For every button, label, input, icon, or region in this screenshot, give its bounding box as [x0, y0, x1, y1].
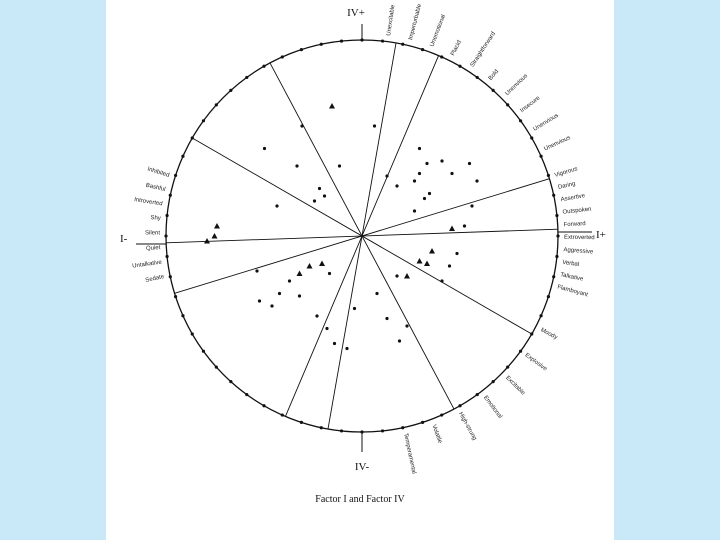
circle-marker: [519, 119, 522, 122]
circle-marker: [262, 65, 265, 68]
trait-labels-left: [132, 166, 170, 283]
circle-marker: [191, 136, 194, 139]
data-point-dot: [440, 279, 443, 282]
circle-marker: [229, 380, 232, 383]
data-point-dot: [325, 327, 328, 330]
circle-marker: [202, 119, 205, 122]
circle-marker: [552, 194, 555, 197]
circle-marker: [181, 314, 184, 317]
circle-marker: [440, 55, 443, 58]
data-point-dot: [440, 159, 443, 162]
circle-marker: [476, 76, 479, 79]
trait-label: High-strung: [457, 411, 478, 442]
circle-marker: [381, 429, 384, 432]
circle-marker: [300, 421, 303, 424]
trait-label: Unenvious: [532, 112, 560, 133]
circle-marker: [215, 103, 218, 106]
data-point-dot: [468, 162, 471, 165]
data-point-triangle: [329, 103, 335, 109]
data-point-dot: [255, 269, 258, 272]
data-point-dot: [428, 192, 431, 195]
data-point-triangle: [417, 258, 423, 264]
trait-label: Assertive: [560, 193, 586, 204]
trait-label: Inhibited: [146, 166, 170, 179]
circle-marker: [169, 275, 172, 278]
trait-label: Bashful: [145, 182, 166, 194]
data-point-dot: [385, 317, 388, 320]
data-point-triangle: [424, 261, 430, 267]
data-point-dot: [375, 292, 378, 295]
figure-page: [106, 0, 614, 540]
data-point-dot: [373, 124, 376, 127]
trait-label: Verbal: [561, 259, 580, 269]
circle-marker: [202, 350, 205, 353]
data-point-dot: [338, 164, 341, 167]
axis-label-left: I-: [120, 233, 128, 245]
data-point-dot: [345, 347, 348, 350]
circle-marker: [556, 234, 559, 237]
trait-label: Straightforward: [469, 31, 498, 69]
trait-label: Outspoken: [562, 206, 592, 216]
circle-marker: [165, 214, 168, 217]
data-point-triangle: [214, 223, 220, 229]
data-point-dot: [295, 164, 298, 167]
spoke-line: [270, 63, 454, 409]
trait-label: Sedate: [144, 274, 165, 284]
trait-label: Volatile: [430, 424, 443, 445]
trait-label: Flamboyant: [556, 284, 589, 299]
circle-marker: [539, 155, 542, 158]
circle-marker: [555, 255, 558, 258]
data-point-dot: [275, 204, 278, 207]
data-point-dot: [425, 162, 428, 165]
data-point-triangle: [449, 226, 455, 232]
data-point-dot: [455, 252, 458, 255]
trait-label: Excitable: [504, 375, 526, 397]
trait-label: Emotional: [481, 394, 503, 420]
circle-marker: [440, 413, 443, 416]
trait-label: Untalkative: [131, 259, 163, 270]
data-point-dot: [298, 294, 301, 297]
circle-marker: [552, 275, 555, 278]
data-point-dot: [413, 179, 416, 182]
circle-marker: [492, 380, 495, 383]
circle-marker: [401, 426, 404, 429]
data-point-dot: [318, 187, 321, 190]
circle-marker: [458, 404, 461, 407]
trait-label: Imperturbable: [408, 3, 424, 41]
trait-label: Unenvious: [504, 73, 530, 98]
circle-marker: [215, 366, 218, 369]
circle-marker: [492, 89, 495, 92]
data-points: [204, 103, 479, 350]
circle-marker: [530, 332, 533, 335]
data-point-dot: [475, 179, 478, 182]
data-point-dot: [270, 304, 273, 307]
data-point-triangle: [204, 238, 210, 244]
circle-marker: [164, 234, 167, 237]
data-point-triangle: [429, 248, 435, 254]
circle-marker: [340, 429, 343, 432]
data-point-dot: [423, 197, 426, 200]
trait-labels-upper: [386, 3, 571, 153]
axis-label-bottom: IV-: [354, 461, 370, 473]
data-point-triangle: [319, 261, 325, 267]
sector-spokes: [166, 43, 558, 429]
circle-marker: [245, 76, 248, 79]
data-point-dot: [258, 299, 261, 302]
trait-label: Unexcitable: [386, 4, 397, 37]
circle-marker: [169, 194, 172, 197]
data-point-triangle: [297, 271, 303, 277]
trait-label: Extroverted: [563, 234, 595, 242]
circle-marker: [262, 404, 265, 407]
circle-marker: [174, 174, 177, 177]
data-point-dot: [470, 204, 473, 207]
circle-marker: [539, 314, 542, 317]
circle-marker: [165, 255, 168, 258]
trait-label: Explosive: [523, 352, 548, 373]
data-point-dot: [418, 172, 421, 175]
data-point-dot: [333, 342, 336, 345]
circle-marker: [191, 332, 194, 335]
trait-label: Bold: [487, 68, 501, 82]
circle-marker: [229, 89, 232, 92]
circle-marker: [401, 43, 404, 46]
circle-marker: [555, 214, 558, 217]
data-point-dot: [278, 292, 281, 295]
trait-label: Introverted: [133, 197, 163, 208]
circle-marker: [458, 65, 461, 68]
circle-marker: [476, 393, 479, 396]
data-point-dot: [395, 274, 398, 277]
circle-marker: [506, 103, 509, 106]
figure-caption: Factor I and Factor IV: [315, 494, 405, 505]
circle-marker: [381, 39, 384, 42]
data-point-dot: [328, 272, 331, 275]
data-point-dot: [463, 224, 466, 227]
data-point-dot: [288, 279, 291, 282]
circle-marker: [181, 155, 184, 158]
data-point-dot: [413, 209, 416, 212]
circle-marker: [340, 39, 343, 42]
data-point-dot: [263, 147, 266, 150]
data-point-dot: [300, 124, 303, 127]
trait-label: Aggressive: [563, 247, 594, 256]
data-point-dot: [315, 314, 318, 317]
circle-marker: [547, 174, 550, 177]
axis-label-right: I+: [596, 229, 606, 241]
circle-marker: [530, 136, 533, 139]
trait-labels-lower: [402, 327, 558, 474]
trait-label: Placid: [450, 39, 463, 57]
trait-label: Quiet: [145, 245, 161, 253]
axis-label-top: IV+: [347, 7, 365, 19]
trait-label: Temperamental: [402, 432, 417, 475]
data-point-triangle: [404, 273, 410, 279]
circle-marker: [245, 393, 248, 396]
trait-label: Unenvious: [543, 135, 572, 153]
trait-label: Vigorous: [554, 166, 579, 179]
data-point-triangle: [307, 263, 313, 269]
data-point-dot: [323, 194, 326, 197]
data-point-dot: [450, 172, 453, 175]
data-point-dot: [405, 324, 408, 327]
data-point-dot: [385, 174, 388, 177]
data-point-dot: [395, 184, 398, 187]
data-point-dot: [398, 339, 401, 342]
trait-label: Silent: [144, 230, 161, 237]
circle-marker: [281, 413, 284, 416]
data-point-dot: [313, 199, 316, 202]
trait-label: Daring: [557, 181, 577, 191]
data-point-dot: [448, 264, 451, 267]
circle-marker: [506, 366, 509, 369]
circle-marker: [300, 48, 303, 51]
circle-marker: [174, 295, 177, 298]
circle-marker: [547, 295, 550, 298]
trait-label: Forward: [563, 221, 586, 229]
trait-label: Insecure: [519, 95, 542, 115]
trait-label: Talkative: [559, 272, 584, 283]
trait-label: Moody: [539, 327, 559, 342]
circle-marker: [320, 43, 323, 46]
factor-circumplex-diagram: [106, 0, 614, 490]
data-point-triangle: [212, 233, 218, 239]
trait-label: Unemotional: [429, 14, 448, 48]
circle-marker: [421, 421, 424, 424]
circle-marker: [519, 350, 522, 353]
circle-marker: [281, 55, 284, 58]
data-point-dot: [418, 147, 421, 150]
circle-marker: [421, 48, 424, 51]
trait-label: Shy: [150, 215, 161, 222]
data-point-dot: [353, 307, 356, 310]
circle-marker: [320, 426, 323, 429]
